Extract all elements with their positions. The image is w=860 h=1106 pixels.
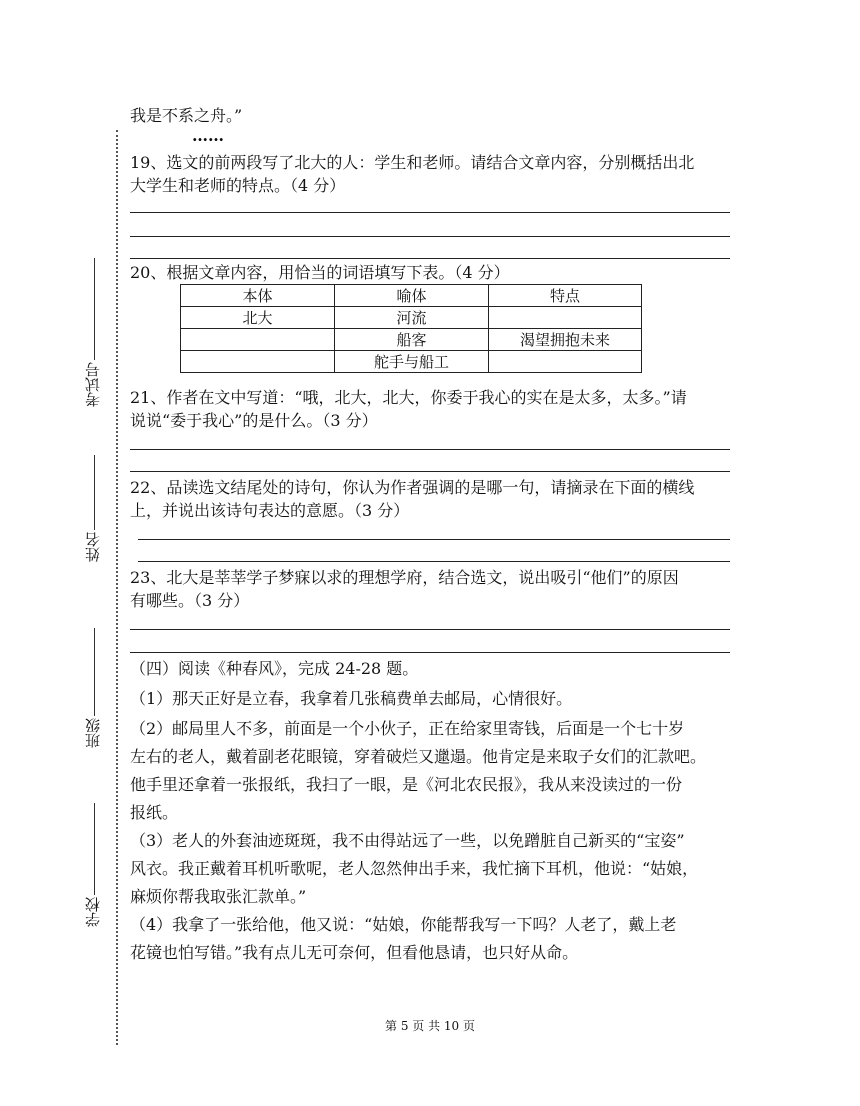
q20-table (180, 284, 642, 373)
binding-dotted-line (116, 130, 118, 1045)
table-cell: 渴望拥抱未来 (489, 329, 642, 351)
table-header-row (181, 285, 642, 307)
exam-no-underline (94, 258, 95, 360)
paragraph-2-line2: 左右的老人，戴着副老花眼镜，穿着破烂又邋遢。他肯定是来取子女们的汇款吧。 (130, 747, 707, 766)
table-cell: 北大 (181, 307, 335, 329)
paragraph-1: （1）那天正好是立春，我拿着几张稿费单去邮局，心情很好。 (130, 689, 573, 708)
q19-line2: 大学生和老师的特点。（4 分） (130, 176, 346, 195)
paragraph-2-line3: 他手里还拿着一张报纸，我扫了一眼，是《河北农民报》，我从来没读过的一份 (130, 775, 683, 794)
paragraph-3-line3: 麻烦你帮我取张汇款单。” (130, 887, 307, 906)
header-cell: 特点 (489, 285, 642, 307)
q23-answer-line-2[interactable] (130, 652, 730, 653)
q20-line1: 20、根据文章内容，用恰当的词语填写下表。（4 分） (130, 263, 510, 282)
q21-answer-line-2[interactable] (130, 471, 730, 472)
class-underline (94, 628, 95, 716)
q23-line2: 有哪些。（3 分） (130, 591, 250, 610)
exam-no-label: 考试号 (84, 362, 102, 407)
paragraph-2-line1: （2）邮局里人不多，前面是一个小伙子，正在给家里寄钱，后面是一个七十岁 (130, 719, 685, 738)
paragraph-2-line4: 报纸。 (130, 803, 179, 822)
table-cell: 河流 (335, 307, 489, 329)
paragraph-3-line2: 风衣。我正戴着耳机听歌呢，老人忽然伸出手来，我忙摘下耳机，他说：“姑娘， (130, 859, 699, 878)
q21-line1: 21、作者在文中写道：“哦，北大，北大，你委于我心的实在是太多，太多。”请 (130, 388, 687, 407)
table-cell-blank[interactable] (489, 351, 642, 373)
school-underline (94, 803, 95, 895)
q21-answer-line-1[interactable] (130, 449, 730, 450)
page-footer: 第 5 页 共 10 页 (385, 1019, 475, 1033)
table-cell: 舵手与船工 (335, 351, 489, 373)
table-cell-blank[interactable] (489, 307, 642, 329)
table-row (181, 329, 642, 351)
q19-line1: 19、选文的前两段写了北大的人：学生和老师。请结合文章内容，分别概括出北 (130, 153, 695, 172)
name-label: 姓名 (84, 532, 102, 562)
paragraph-4-line2: 花镜也怕写错。”我有点儿无可奈何，但看他恳请，也只好从命。 (130, 943, 579, 962)
section4-title: （四）阅读《种春风》，完成 24-28 题。 (130, 659, 419, 678)
q22-line2: 上，并说出该诗句表达的意愿。（3 分） (130, 501, 410, 520)
table-cell-blank[interactable] (181, 329, 335, 351)
q22-answer-line-1[interactable] (138, 539, 730, 540)
q19-answer-line-3[interactable] (130, 258, 730, 259)
table-row (181, 351, 642, 373)
prev-quote-line: 我是不系之舟。” (130, 106, 243, 125)
ellipsis: …… (192, 126, 224, 145)
q21-line2: 说说“委于我心”的是什么。（3 分） (130, 411, 378, 430)
table-row (181, 307, 642, 329)
q22-answer-line-2[interactable] (138, 561, 730, 562)
q23-line1: 23、北大是莘莘学子梦寐以求的理想学府，结合选文，说出吸引“他们”的原因 (130, 568, 679, 587)
table-cell-blank[interactable] (181, 351, 335, 373)
q22-line1: 22、品读选文结尾处的诗句，你认为作者强调的是哪一句，请摘录在下面的横线 (130, 478, 695, 497)
class-label: 班级 (84, 718, 102, 748)
q23-answer-line-1[interactable] (130, 629, 730, 630)
school-label: 学校 (84, 897, 102, 927)
name-underline (94, 455, 95, 530)
header-cell: 喻体 (335, 285, 489, 307)
q19-answer-line-1[interactable] (130, 212, 730, 213)
paragraph-3-line1: （3）老人的外套油迹斑斑，我不由得站远了一些，以免蹭脏自己新买的“宝姿” (130, 831, 685, 850)
header-cell: 本体 (181, 285, 335, 307)
q19-answer-line-2[interactable] (130, 236, 730, 237)
table-cell: 船客 (335, 329, 489, 351)
paragraph-4-line1: （4）我拿了一张给他，他又说：“姑娘，你能帮我写一下吗？人老了，戴上老 (130, 915, 677, 934)
